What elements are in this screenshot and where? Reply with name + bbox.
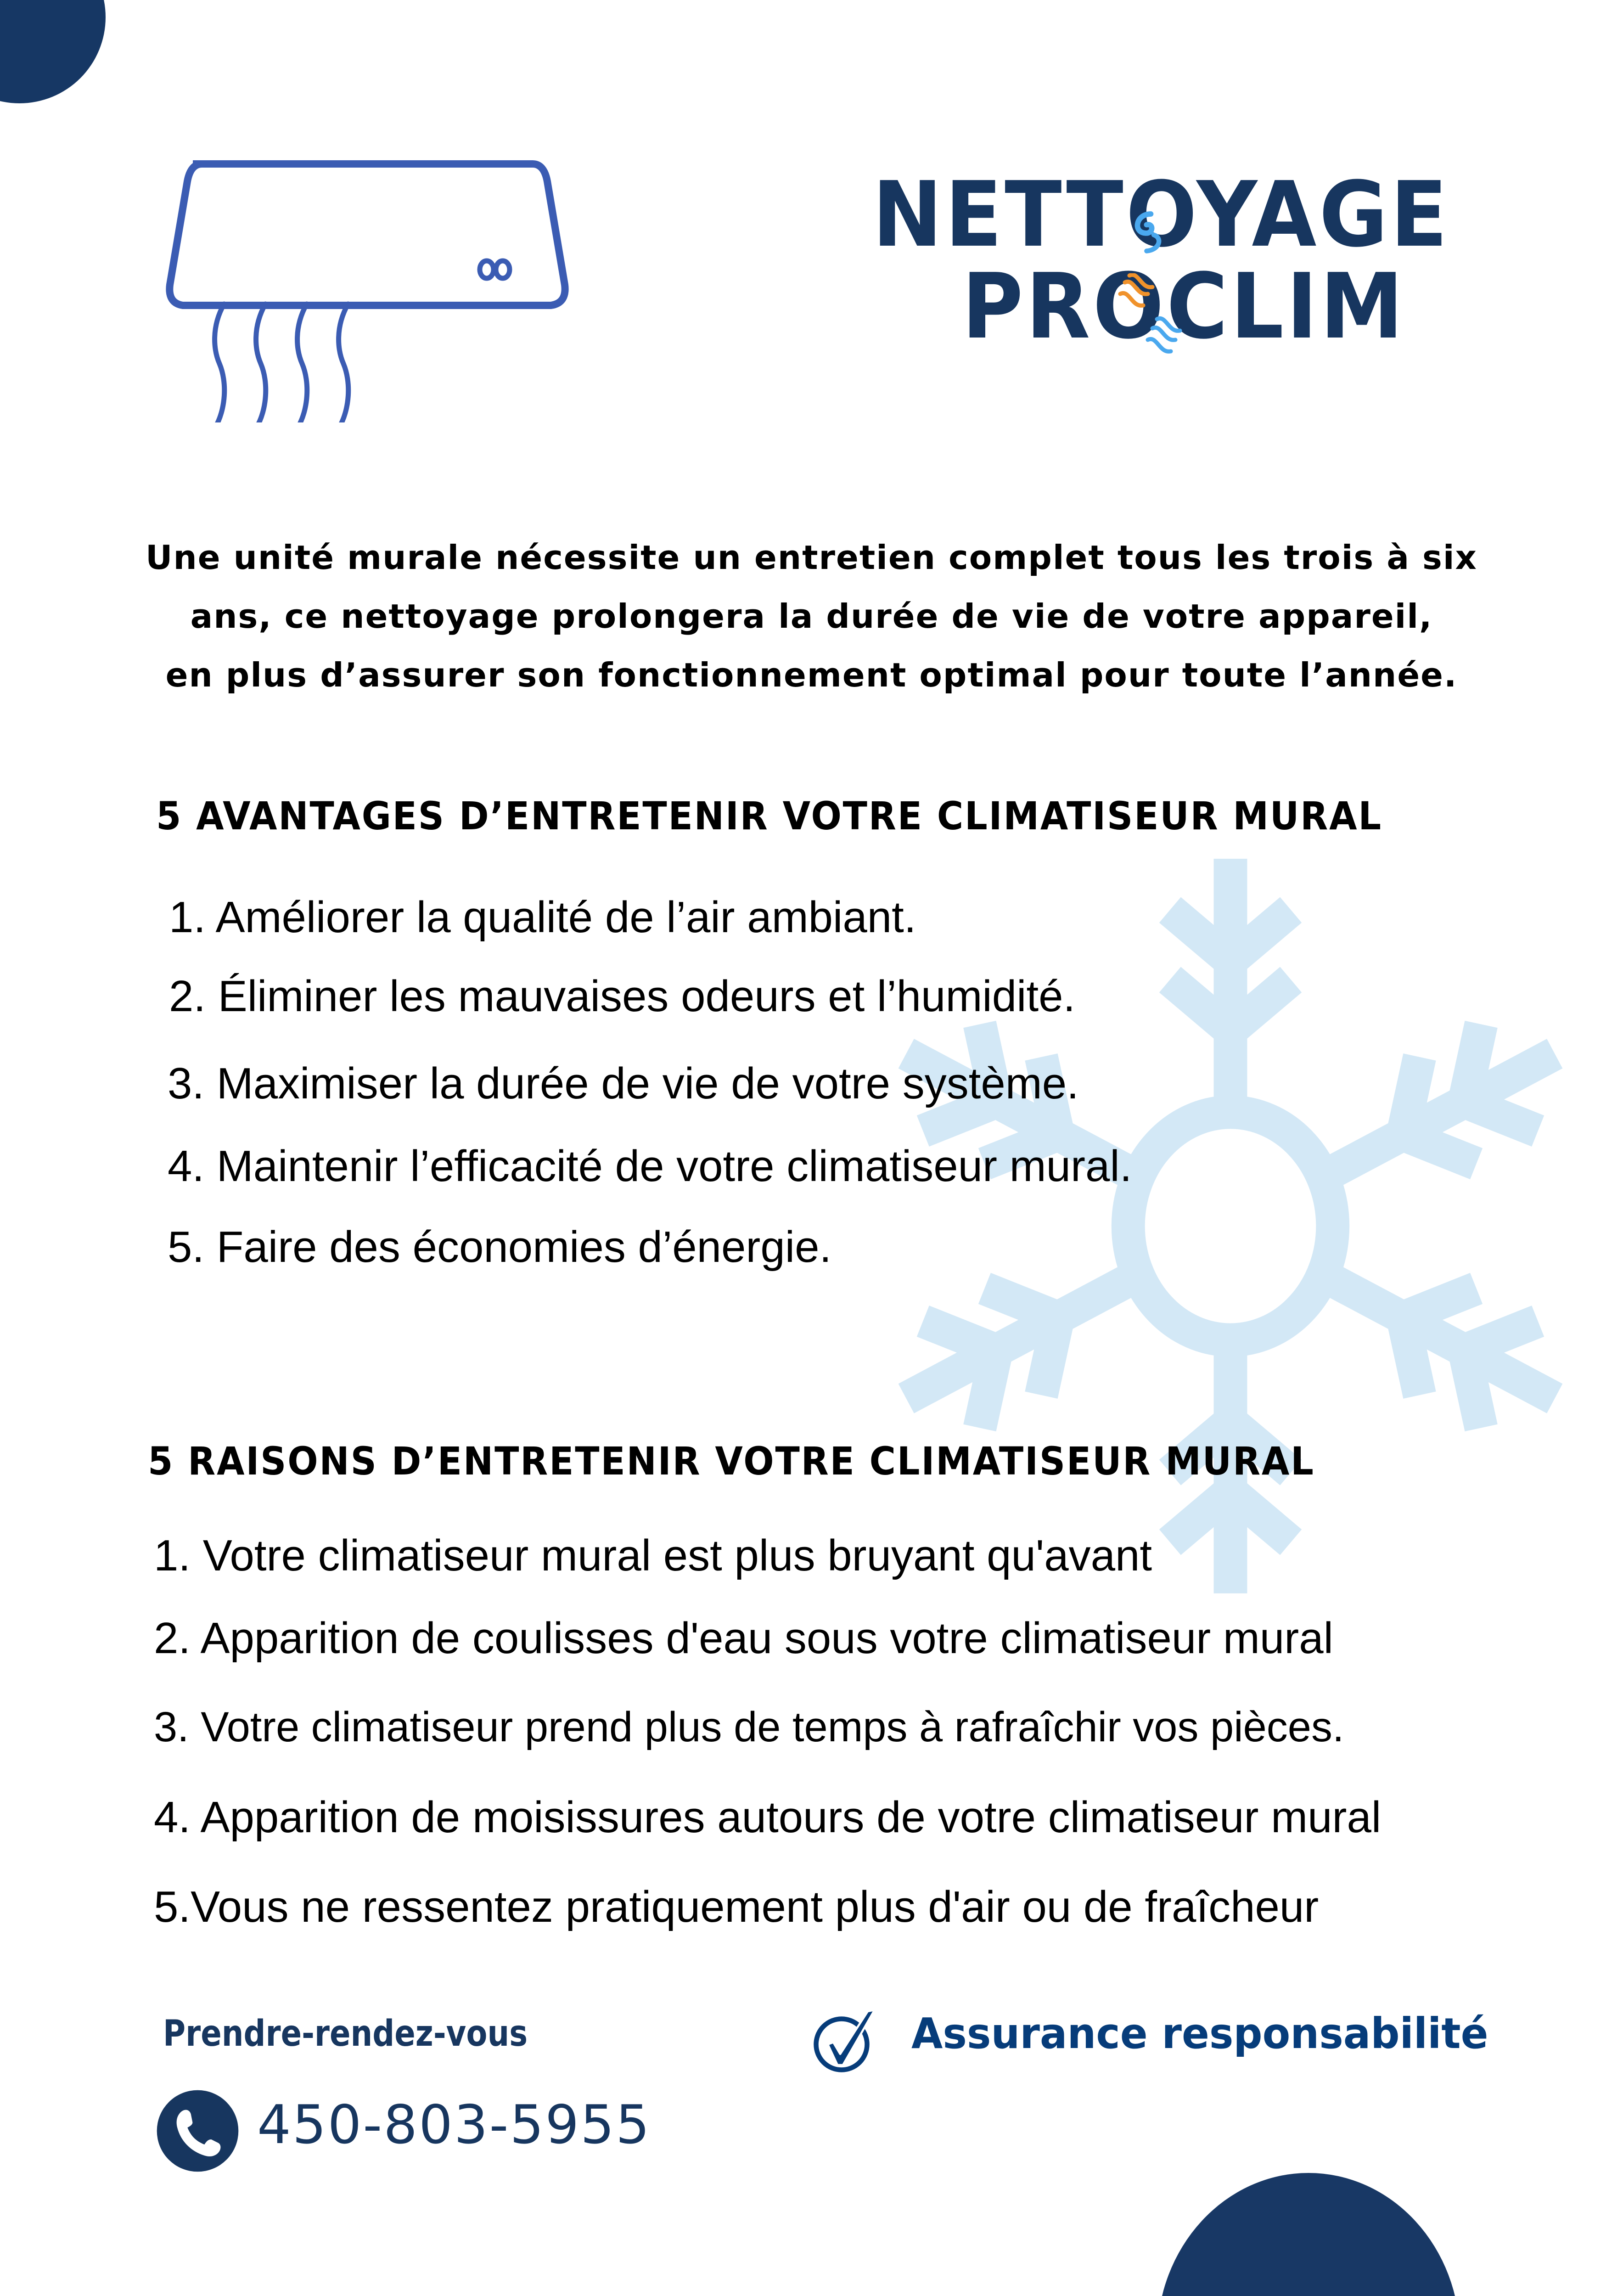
check-circle-icon bbox=[813, 2004, 882, 2073]
insurance-label: Assurance responsabilité bbox=[911, 2009, 1488, 2058]
book-appointment-link[interactable]: Prendre-rendez-vous bbox=[163, 2013, 528, 2054]
air-conditioner-icon bbox=[165, 156, 569, 422]
advantage-item: 2. Éliminer les mauvaises odeurs et l’humidité. bbox=[169, 972, 1076, 1021]
logo-line-1: NETTOYAGE bbox=[872, 163, 1450, 267]
advantage-item: 4. Maintenir l’efficacité de votre climatiseur mural. bbox=[168, 1142, 1132, 1191]
swirl-icon bbox=[1118, 202, 1178, 262]
reason-item: 1. Votre climatiseur mural est plus bruyant qu'avant bbox=[154, 1531, 1152, 1580]
snowflake-ring bbox=[1128, 1112, 1333, 1340]
reason-item: 4. Apparition de moisissures autours de votre climatiseur mural bbox=[154, 1793, 1382, 1842]
air-waves-icon bbox=[1116, 273, 1194, 356]
brand-logo bbox=[872, 163, 1455, 359]
advantage-item: 3. Maximiser la durée de vie de votre système. bbox=[168, 1059, 1079, 1108]
corner-circle-bottom-right bbox=[1157, 2173, 1460, 2296]
reason-item: 5.Vous ne ressentez pratiquement plus d'air ou de fraîcheur bbox=[154, 1882, 1319, 1931]
ac-body bbox=[169, 164, 565, 305]
intro-line: Une unité murale nécessite un entretien complet tous les trois à six bbox=[146, 538, 1477, 577]
snowflake-arm bbox=[1170, 859, 1291, 1112]
intro-line: ans, ce nettoyage prolongera la durée de vie de votre appareil, bbox=[190, 597, 1433, 636]
logo-line-2: PROCLIM bbox=[962, 254, 1406, 359]
advantage-item: 5. Faire des économies d’énergie. bbox=[168, 1222, 832, 1272]
intro-paragraph bbox=[55, 528, 1568, 704]
phone-icon[interactable] bbox=[155, 2088, 240, 2173]
phone-number[interactable]: 450-803-5955 bbox=[257, 2094, 651, 2156]
corner-circle-top-left bbox=[0, 0, 106, 103]
advantage-item: 1. Améliorer la qualité de l’air ambiant. bbox=[169, 893, 916, 942]
airflow-waves-icon bbox=[215, 304, 348, 422]
intro-line: en plus d’assurer son fonctionnement optimal pour toute l’année. bbox=[165, 656, 1458, 694]
reasons-heading: 5 RAISONS D’ENTRETENIR VOTRE CLIMATISEUR MURAL bbox=[148, 1439, 1315, 1484]
advantages-heading: 5 AVANTAGES D’ENTRETENIR VOTRE CLIMATISEUR MURAL bbox=[156, 793, 1382, 838]
reason-item: 2. Apparition de coulisses d'eau sous votre climatiseur mural bbox=[154, 1614, 1333, 1663]
snowflake-icon bbox=[895, 854, 1566, 1598]
reason-item: 3. Votre climatiseur prend plus de temps à rafraîchir vos pièces. bbox=[154, 1704, 1344, 1750]
